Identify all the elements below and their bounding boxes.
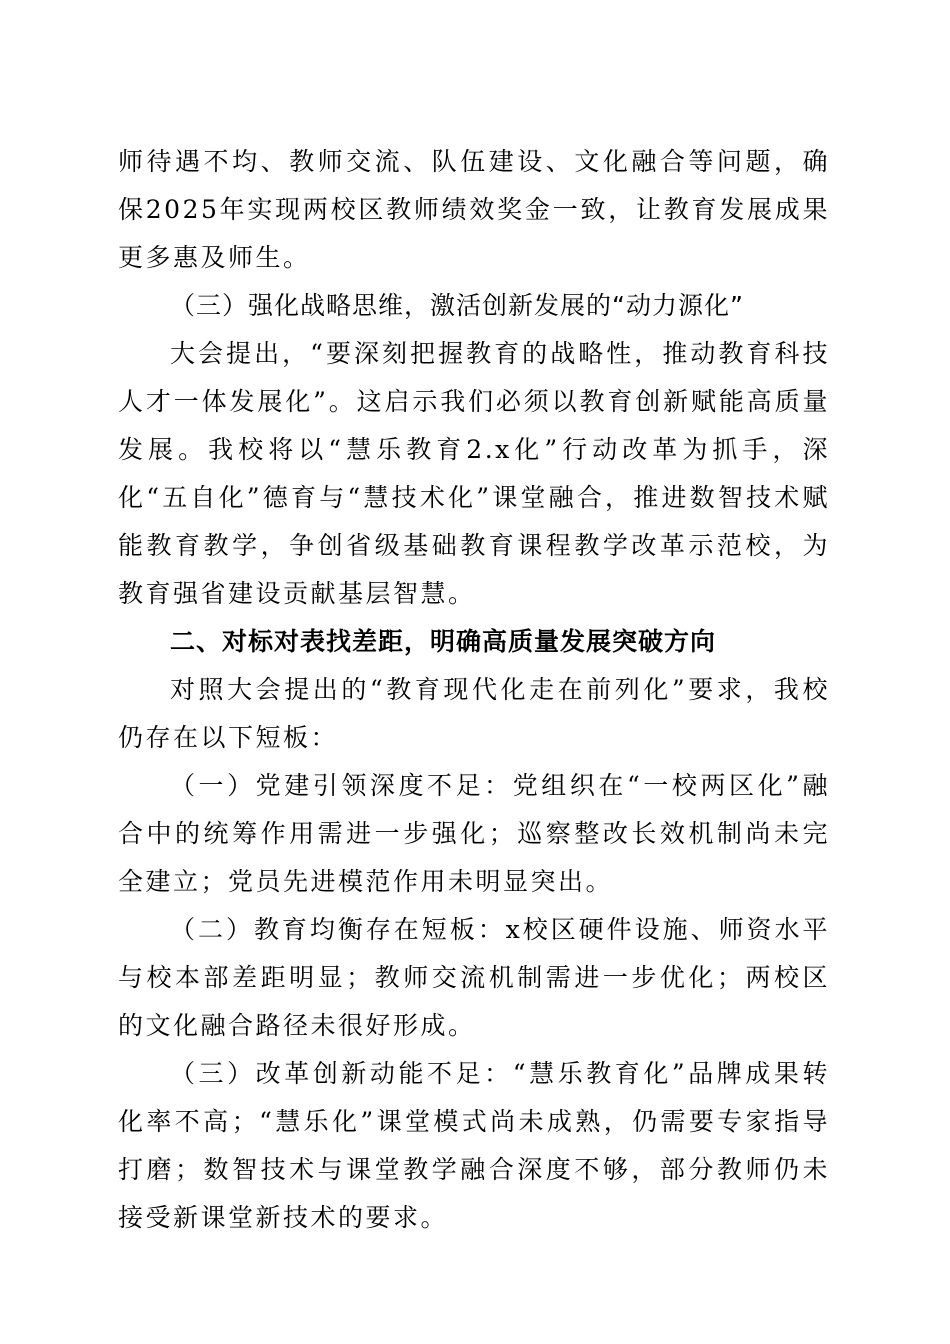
document-body	[118, 138, 830, 1242]
paragraph-shortcoming-3: （三）改革创新动能不足：“慧乐教育化”品牌成果转化率不高；“慧乐化”课堂模式尚未成熟，仍需要专家指导打磨；数智技术与课堂教学融合深度不够，部分教师仍未接受新课堂新技术的要求。	[118, 1059, 830, 1232]
section-heading-2: 二、对标对表找差距，明确高质量发展突破方向	[170, 627, 717, 656]
paragraph-conference-statement: 大会提出，“要深刻把握教育的战略性，推动教育科技人才一体发展化”。这启示我们必须以教育创新赋能高质量发展。我校将以“慧乐教育2.x化”行动改革为抓手，深化“五自化”德育与“慧技术化”课堂融合，推进数智技术赋能教育教学，争创省级基础教育课程教学改革示范校，为教育强省建设贡献基层智慧。	[118, 339, 830, 608]
paragraph-shortcomings-intro: 对照大会提出的“教育现代化走在前列化”要求，我校仍存在以下短板：	[118, 675, 830, 752]
subheading-strategic-thinking: （三）强化战略思维，激活创新发展的“动力源化”	[170, 291, 744, 320]
paragraph-shortcoming-2: （二）教育均衡存在短板：x校区硬件设施、师资水平与校本部差距明显；教师交流机制需进一步优化；两校区的文化融合路径未很好形成。	[118, 915, 830, 1040]
paragraph-continuation: 师待遇不均、教师交流、队伍建设、文化融合等问题，确保2025年实现两校区教师绩效奖金一致，让教育发展成果更多惠及师生。	[118, 147, 830, 272]
paragraph-shortcoming-1: （一）党建引领深度不足：党组织在“一校两区化”融合中的统筹作用需进一步强化；巡察整改长效机制尚未完全建立；党员先进模范作用未明显突出。	[118, 771, 830, 896]
